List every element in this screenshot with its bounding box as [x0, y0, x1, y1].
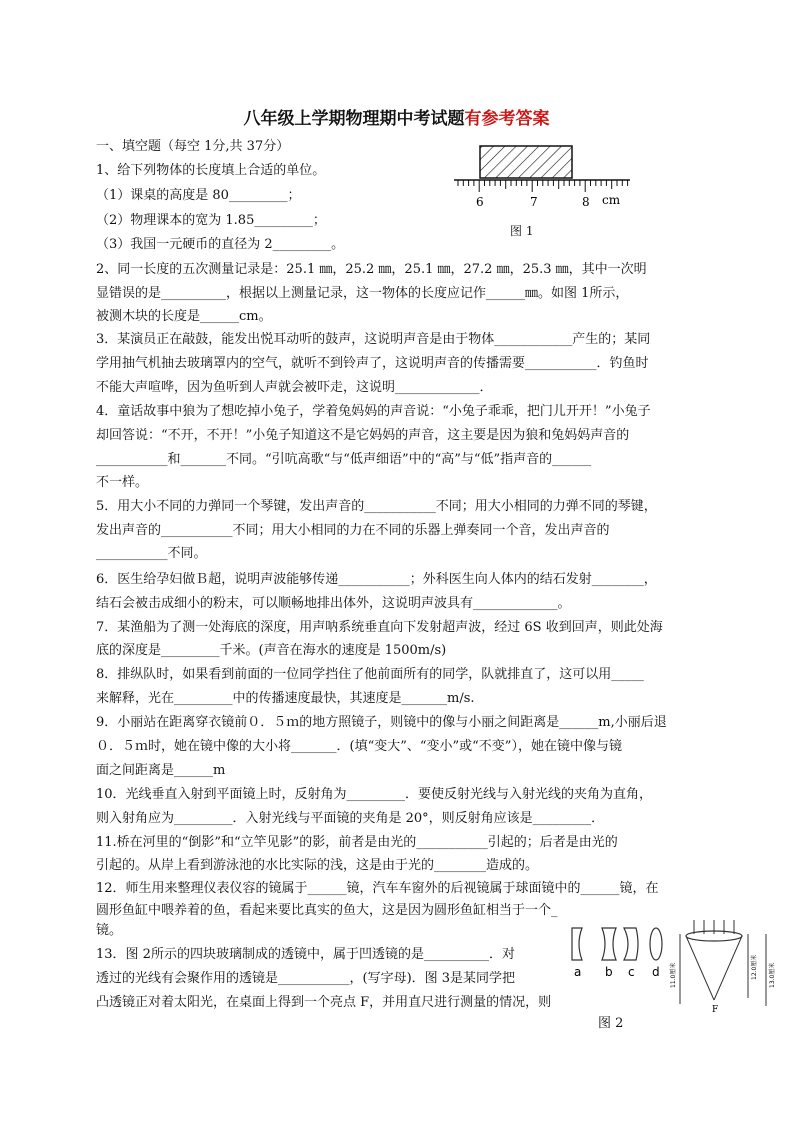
- lens-a: [572, 928, 582, 960]
- question-line: 8．排纵队时，如果看到前面的一位同学挡住了他前面所有的同学，队就排直了，这可以用_____: [96, 667, 644, 682]
- title-suffix: 有参考答案: [464, 109, 550, 129]
- question-line: ___________不同。: [96, 546, 207, 561]
- question-line: ___________和_______不同。“引吭高歌“与“低声细语”中的“高”与“低”指声音的______: [96, 452, 592, 467]
- question-line: 6．医生给孕妇做Ｂ超，说明声波能够传递___________；外科医生向人体内的结石发射________，: [96, 572, 657, 587]
- question-line: 显错误的是__________，根据以上测量记录，这一物体的长度应记作______㎜。如图 1所示，: [96, 286, 629, 301]
- ruler-ticks: [458, 180, 628, 192]
- lens-d: [650, 928, 662, 960]
- question-line: 13．图 2所示的四块玻璃制成的透镜中，属于凹透镜的是__________．对: [96, 947, 515, 962]
- lens-label-c: c: [628, 965, 635, 979]
- figure-1-caption: 图 1: [510, 224, 534, 238]
- question-line: ０．５ｍ时，她在镜中像的大小将_______．(填“变大”、“变小”或“不变”），她在镜中像与镜: [96, 739, 622, 754]
- question-line: 镜。: [96, 923, 123, 938]
- question-line: 发出声音的___________不同；用大小相同的力在不同的乐器上弹奏同一个音，发出声音的: [96, 523, 610, 538]
- question-line: 11.桥在河里的“倒影”和“立竿见影”的影，前者是由光的___________引起的；后者是由光的: [96, 835, 618, 850]
- question-line: （1）课桌的高度是 80_________；: [96, 188, 301, 203]
- dim-label-left: 11.0厘米: [670, 962, 677, 988]
- question-line: 7．某渔船为了测一处海底的深度，用声呐系统垂直向下发射超声波，经过 6S 收到回声，则此处海: [96, 620, 663, 635]
- question-line: 结石会被击成细小的粉末，可以顺畅地排出体外，这说明声波具有_____________。: [96, 596, 571, 611]
- question-line: 2、同一长度的五次测量记录是：25.1 ㎜，25.2 ㎜，25.1 ㎜，27.2 ㎜，25.3 ㎜，其中一次明: [96, 262, 647, 277]
- focus-label: F: [712, 1005, 719, 1015]
- question-line: 圆形鱼缸中喂养着的鱼，看起来要比真实的鱼大，这是因为圆形鱼缸相当于一个_: [96, 903, 558, 918]
- question-line: 被测木块的长度是______cm。: [96, 309, 272, 324]
- ruler-label-6: 6: [476, 195, 484, 209]
- ruler-unit: cm: [602, 193, 621, 207]
- question-line: 透过的光线有会聚作用的透镜是___________，(写字母)．图 3是某同学把: [96, 971, 516, 986]
- question-line: 却回答说：“不开，不开！”小兔子知道这不是它妈妈的声音，这主要是因为狼和兔妈妈声音的: [96, 428, 630, 443]
- page-title: [0, 104, 793, 129]
- question-line: 4．童话故事中狼为了想吃掉小兔子，学着兔妈妈的声音说：“小兔子乖乖，把门儿开开！”小兔子: [96, 404, 651, 419]
- title-main: 八年级上学期物理期中考试题: [243, 109, 465, 129]
- question-line: 底的深度是_________千米。(声音在海水的速度是 1500m/s): [96, 643, 447, 658]
- dim-label-right: 13.0厘米: [769, 962, 776, 988]
- figure-1-ruler: [452, 142, 632, 237]
- dim-label-mid: 12.0厘米: [751, 954, 758, 980]
- ruler-label-7: 7: [530, 195, 538, 209]
- lens-c: [624, 928, 638, 960]
- lens-label-d: d: [652, 965, 660, 979]
- question-line: 来解释，光在_________中的传播速度最快，其速度是_______m/s.: [96, 691, 475, 706]
- question-line: 12．师生用来整理仪表仪容的镜属于______镜，汽车车窗外的后视镜属于球面镜中的______镜，在: [96, 881, 659, 896]
- question-line: 凸透镜正对着太阳光，在桌面上得到一个亮点 F，并用直尺进行测量的情况，则: [96, 995, 552, 1010]
- question-line: 引起的。从岸上看到游泳池的水比实际的浅，这是由于光的________造成的。: [96, 858, 539, 873]
- question-line: 学用抽气机抽去玻璃罩内的空气，就听不到铃声了，这说明声音的传播需要___________．钓鱼时: [96, 356, 649, 371]
- question-line: 10．光线垂直入射到平面镜上时，反射角为_________．要使反射光线与入射光线的夹角为直角，: [96, 787, 653, 802]
- lens-b: [602, 928, 616, 960]
- question-line: 面之间距离是______m: [96, 763, 226, 778]
- question-line: 3．某演员正在敲鼓，能发出悦耳动听的鼓声，这说明声音是由于物体____________产生的；某同: [96, 332, 651, 347]
- question-line: 则入射角应为_________．入射光线与平面镜的夹角是 20°，则反射角应该是_________．: [96, 811, 605, 826]
- question-line: 5．用大小不同的力弹同一个琴键，发出声音的___________不同；用大小相同的力弹不同的琴键，: [96, 499, 657, 514]
- ruler-label-8: 8: [582, 195, 590, 209]
- lens-label-a: a: [574, 965, 582, 979]
- question-line: 9．小丽站在距离穿衣镜前０．５ｍ的地方照镜子，则镜中的像与小丽之间距离是______m,小丽后退: [96, 715, 667, 730]
- question-line: （3）我国一元硬币的直径为 2_________。: [96, 237, 345, 252]
- lens-label-b: b: [605, 965, 613, 979]
- section-heading: 一、填空题（每空 1分,共 37分）: [96, 139, 290, 154]
- question-line: 不能大声喧哗，因为鱼听到人声就会被吓走，这说明_____________．: [96, 380, 493, 395]
- question-line: 1、给下列物体的长度填上合适的单位。: [96, 163, 326, 178]
- light-cone-left: [686, 936, 714, 1000]
- figure-2-lenses: [566, 918, 778, 1018]
- question-line: （2）物理课本的宽为 1.85_________；: [96, 213, 326, 228]
- figure-2-caption: 图 2: [598, 1016, 624, 1031]
- light-cone-right: [714, 936, 742, 1000]
- question-line: 不一样。: [96, 475, 149, 490]
- wooden-block: [480, 146, 572, 178]
